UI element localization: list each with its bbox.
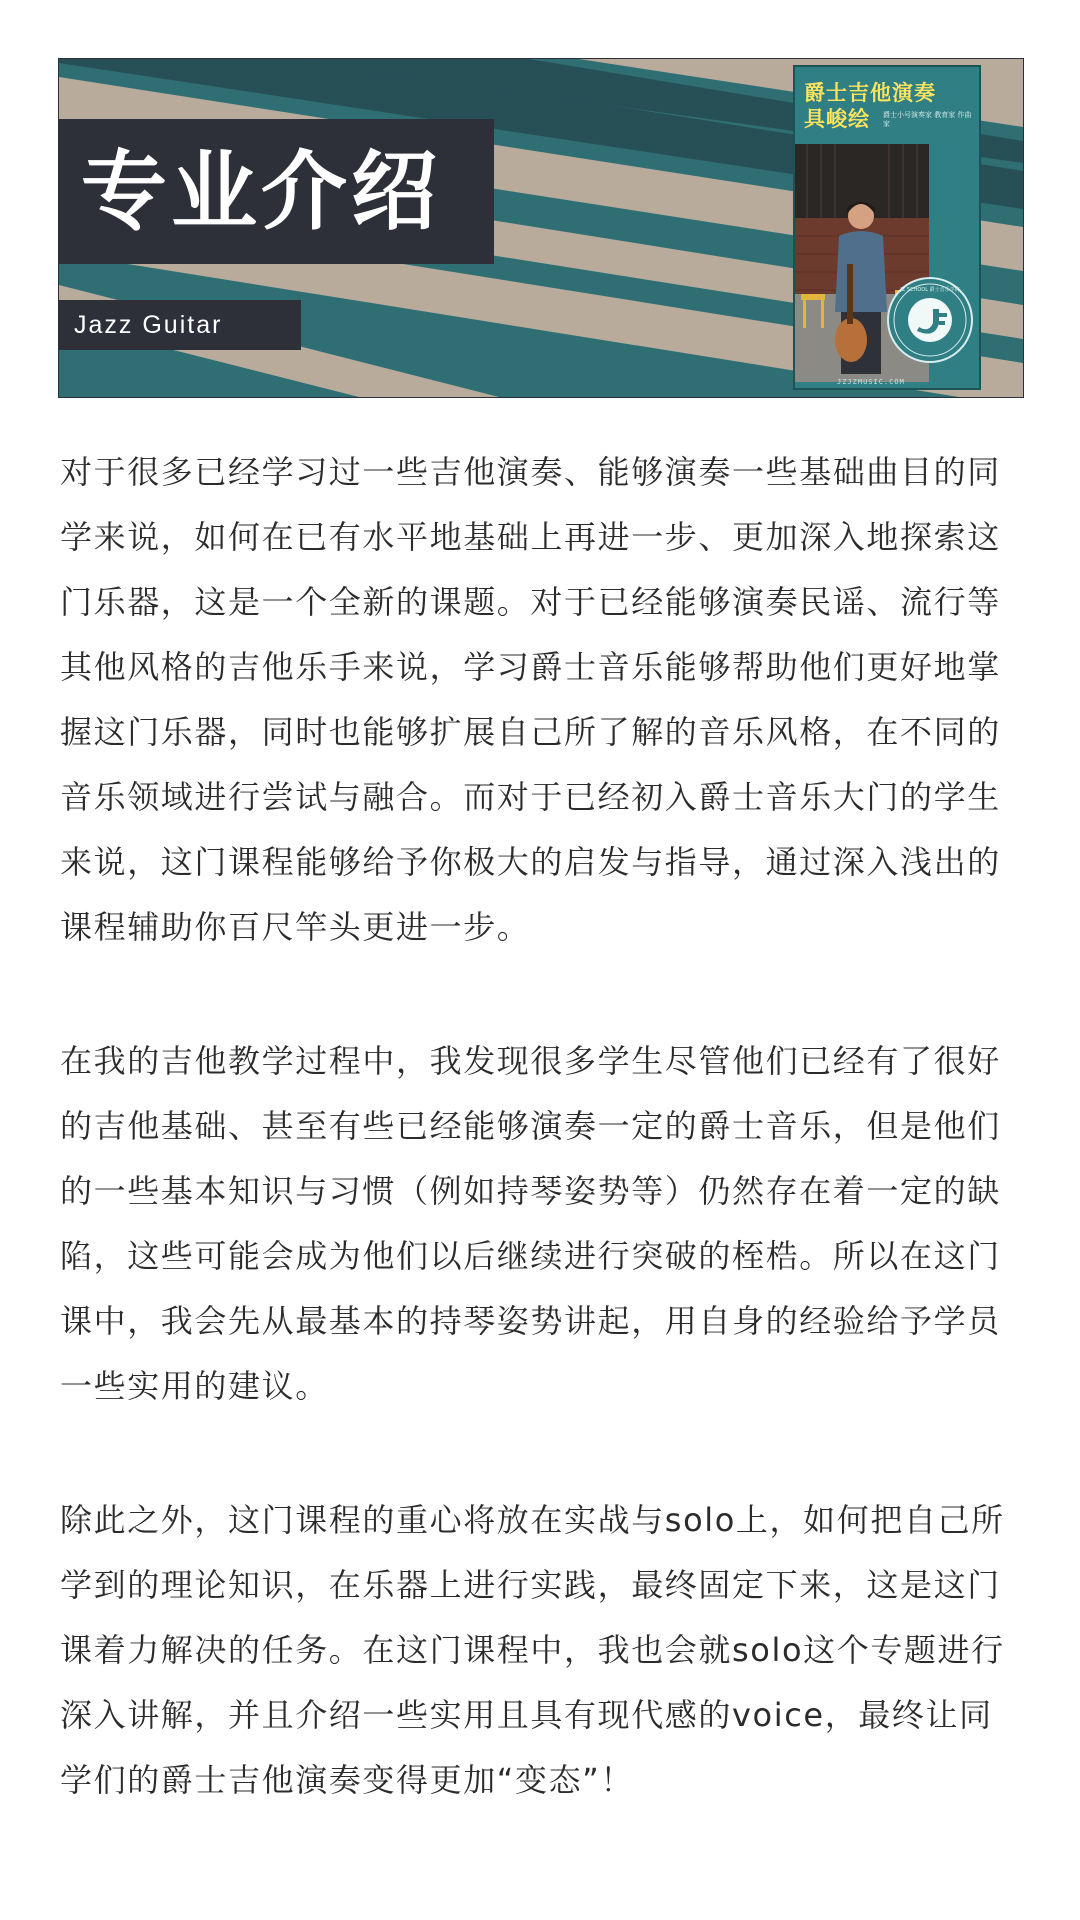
poster-url: JZJZMUSIC.COM xyxy=(837,378,905,386)
poster-title-line1: 爵士吉他演奏 xyxy=(804,81,936,105)
banner-subtitle-box xyxy=(59,300,301,350)
paragraph-3: 除此之外，这门课程的重心将放在实战与solo上，如何把自己所学到的理论知识，在乐器上进行实践，最终固定下来，这是这门课着力解决的任务。在这门课程中，我也会就solo这个专题进行深入讲解，并且介绍一些实用且具有现代感的voice，最终让同学们的爵士吉他演奏变得更加“变态”！ xyxy=(60,1501,1005,1799)
banner-subtitle: Jazz Guitar xyxy=(74,310,223,339)
paragraph-2: 在我的吉他教学过程中，我发现很多学生尽管他们已经有了很好的吉他基础、甚至有些已经能够演奏一定的爵士音乐，但是他们的一些基本知识与习惯（例如持琴姿势等）仍然存在着一定的缺陷，这些可能会成为他们以后继续进行突破的桎梏。所以在这门课中，我会先从最基本的持琴姿势讲起，用自身的经验给予学员一些实用的建议。 xyxy=(60,1042,1001,1405)
banner-title: 专业介绍 xyxy=(81,141,441,242)
course-poster xyxy=(793,65,981,390)
school-seal-logo xyxy=(887,277,973,363)
poster-title-line2: 具峻绘 xyxy=(804,106,870,131)
header-banner xyxy=(58,58,1024,398)
poster-role-text: 爵士小号演奏家 教育家 作曲家 xyxy=(883,111,972,128)
article-body xyxy=(60,440,1026,1813)
paragraph-1: 对于很多已经学习过一些吉他演奏、能够演奏一些基础曲目的同学来说，如何在已有水平地基础上再进一步、更加深入地探索这门乐器，这是一个全新的课题。对于已经能够演奏民谣、流行等其他风格的吉他乐手来说，学习爵士音乐能够帮助他们更好地掌握这门乐器，同时也能够扩展自己所了解的音乐风格，在不同的音乐领域进行尝试与融合。而对于已经初入爵士音乐大门的学生来说，这门课程能够给予你极大的启发与指导，通过深入浅出的课程辅助你百尺竿头更进一步。 xyxy=(60,453,1001,946)
banner-title-box xyxy=(59,119,494,264)
seal-text: JZ SCHOOL 爵士音乐学院 xyxy=(900,287,960,293)
